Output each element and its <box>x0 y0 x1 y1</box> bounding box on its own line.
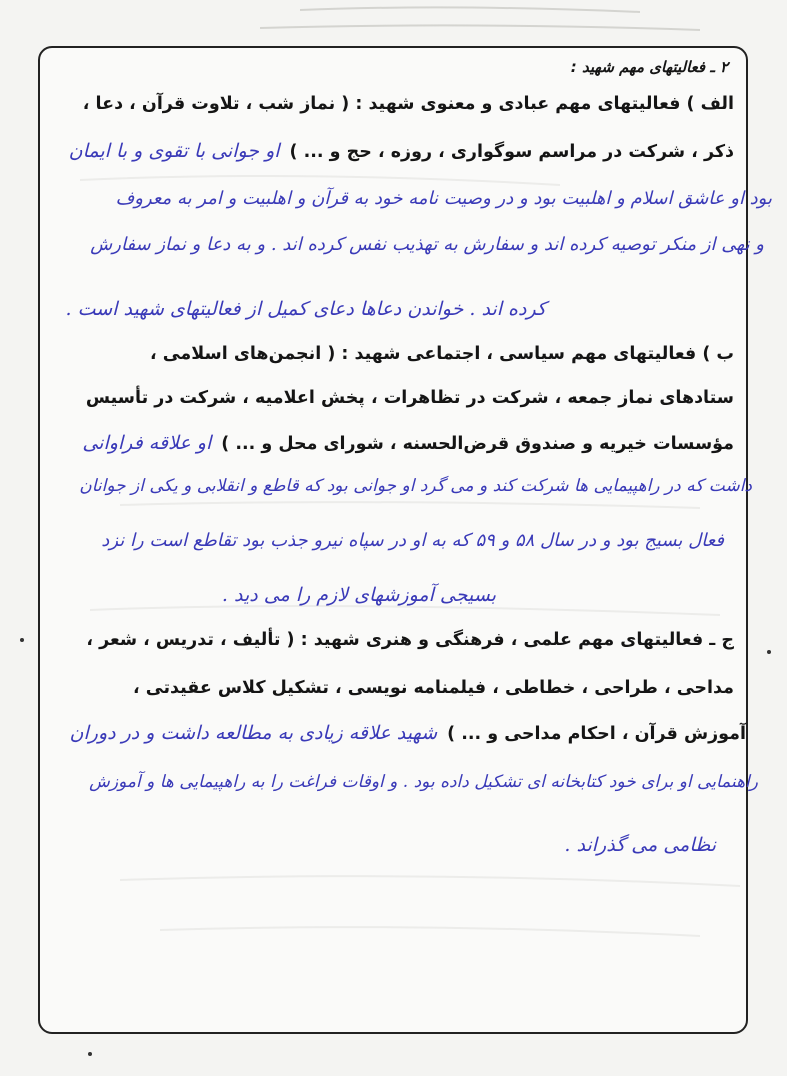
section-a-line-2-handwriting: او جوانی با تقوی و با ایمان <box>68 140 280 162</box>
section-a-line-5-handwriting: کرده اند . خواندن دعاها دعای کمیل از فعالیتهای شهید است . <box>65 298 546 320</box>
section-c-line-5-handwriting: نظامی می گذراند . <box>564 834 716 856</box>
scan-speck <box>88 1052 92 1056</box>
section-b-line-4-handwriting: داشت که در راهپیمایی ها شرکت کند و می گرد او جوانی بود که قاطع و انقلابی و یکی از جوانان <box>79 476 752 496</box>
section-a-line-3-handwriting: بود او عاشق اسلام و اهلبیت بود و در وصیت نامه خود به قرآن و اهلبیت و امر به معروف <box>115 188 772 209</box>
section-heading: ۲ ـ فعالیتهای مهم شهید : <box>570 58 728 76</box>
section-c-line-2: مداحی ، طراحی ، خطاطی ، فیلمنامه نویسی ، تشکیل کلاس عقیدتی ، <box>133 678 734 698</box>
section-b-line-6-handwriting: بسیجی آموزشهای لازم را می دید . <box>221 584 496 606</box>
section-b-line-3-handwriting: او علاقه فراوانی <box>82 432 212 454</box>
section-a-line-4-handwriting: و نهی از منکر توصیه کرده اند و سفارش به تهذیب نفس کرده اند . و به دعا و نماز سفارش <box>90 234 764 255</box>
section-c-line-3-handwriting: شهید علاقه زیادی به مطالعه داشت و در دوران <box>69 722 438 744</box>
section-c-line-4-handwriting: راهنمایی او برای خود کتابخانه ای تشکیل داده بود . و اوقات فراغت را به راهپیمایی ها و آموزش <box>89 772 758 792</box>
section-c-line-3-printed: آموزش قرآن ، احکام مداحی و ... ) <box>447 724 746 744</box>
section-b-line-3-printed: مؤسسات خیریه و صندوق قرض‌الحسنه ، شورای محل و ... ) <box>221 434 734 454</box>
section-b-line-1: ب ) فعالیتهای مهم سیاسی ، اجتماعی شهید : ( انجمن‌های اسلامی ، <box>149 344 734 364</box>
section-b-line-5-handwriting: فعال بسیج بود و در سال ۵۸ و ۵۹ که به او در سپاه نیرو جذب بود تقاطع است را نزد <box>101 530 724 551</box>
section-a-line-2 <box>69 140 734 162</box>
section-b-line-2: ستادهای نماز جمعه ، شرکت در تظاهرات ، پخش اعلامیه ، شرکت در تأسیس <box>85 388 734 408</box>
section-c-line-3 <box>70 722 746 744</box>
document-frame <box>38 46 772 1034</box>
section-a-line-1: الف ) فعالیتهای مهم عبادی و معنوی شهید : ( نماز شب ، تلاوت قرآن ، دعا ، <box>82 94 734 114</box>
section-c-line-1: ج ـ فعالیتهای مهم علمی ، فرهنگی و هنری شهید : ( تألیف ، تدریس ، شعر ، <box>86 630 734 650</box>
section-a-line-2-printed: ذکر ، شرکت در مراسم سوگواری ، روزه ، حج و ... ) <box>289 142 734 162</box>
scan-speck <box>767 650 771 654</box>
section-b-line-3 <box>82 432 734 454</box>
scan-speck <box>20 638 24 642</box>
